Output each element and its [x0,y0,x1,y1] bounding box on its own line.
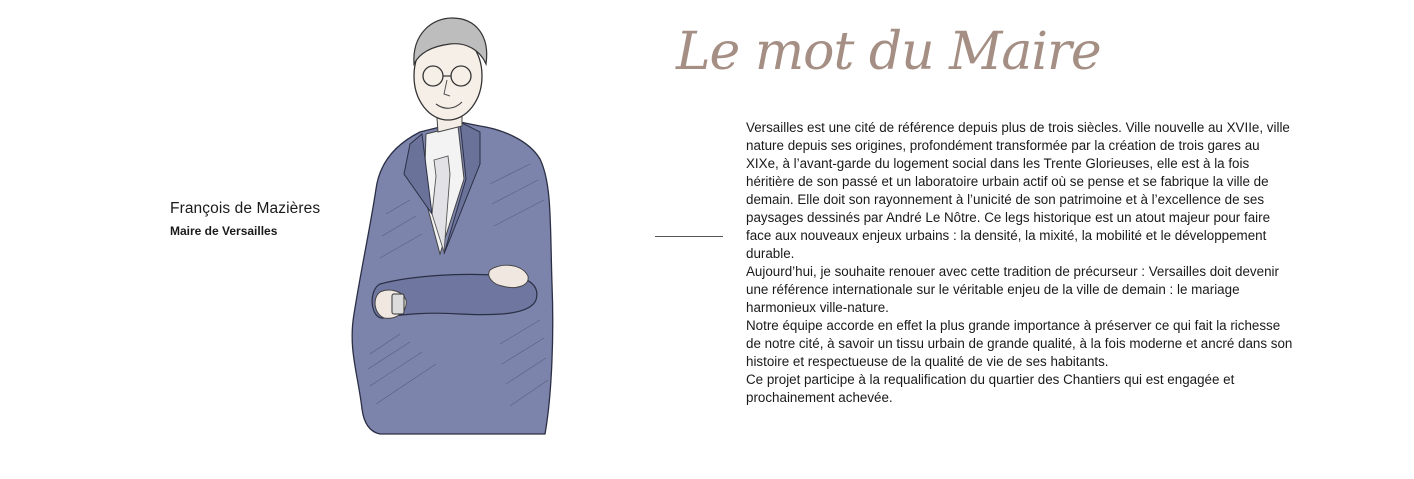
author-name: François de Mazières [170,200,321,217]
page-title: Le mot du Maire [676,22,1101,82]
message-paragraph: Notre équipe accorde en effet la plus grande importance à préserver ce qui fait la richesse de notre cité, à savoir un tissu urbain de grande qualité, à la fois moderne et ancré dans son histoire et respectueuse de la qualité de vie de ses habitants. [746,318,1293,369]
message-paragraph: Ce projet participe à la requalification du quartier des Chantiers qui est engagée et prochainement achevée. [746,372,1235,405]
mayor-message [746,119,1294,407]
mayor-portrait-icon [340,14,565,439]
message-paragraph: Aujourd’hui, je souhaite renouer avec cette tradition de précurseur : Versailles doit devenir une référence internationale sur le véritable enjeu de la ville de demain : le mariage harmonieux ville-nature. [746,264,1279,315]
author-block [170,200,320,238]
divider-line [655,236,723,237]
author-role: Maire de Versailles [170,224,278,238]
message-paragraph: Versailles est une cité de référence depuis plus de trois siècles. Ville nouvelle au XVIIe, ville nature depuis ses origines, profondément transformée par la création de trois gares au XIXe, à l’avant-garde du logement social dans les Trente Glorieuses, elle est à la fois héritière de son passé et un laboratoire urbain actif où se pense et se fabrique la ville de demain. Elle doit son rayonnement à l’unicité de son patrimoine et à l’excellence de ses paysages dessinés par André Le Nôtre. Ce legs historique est un atout majeur pour faire face aux nouveaux enjeux urbains : la densité, la mixité, la mobilité et le développement durable. [746,120,1290,261]
